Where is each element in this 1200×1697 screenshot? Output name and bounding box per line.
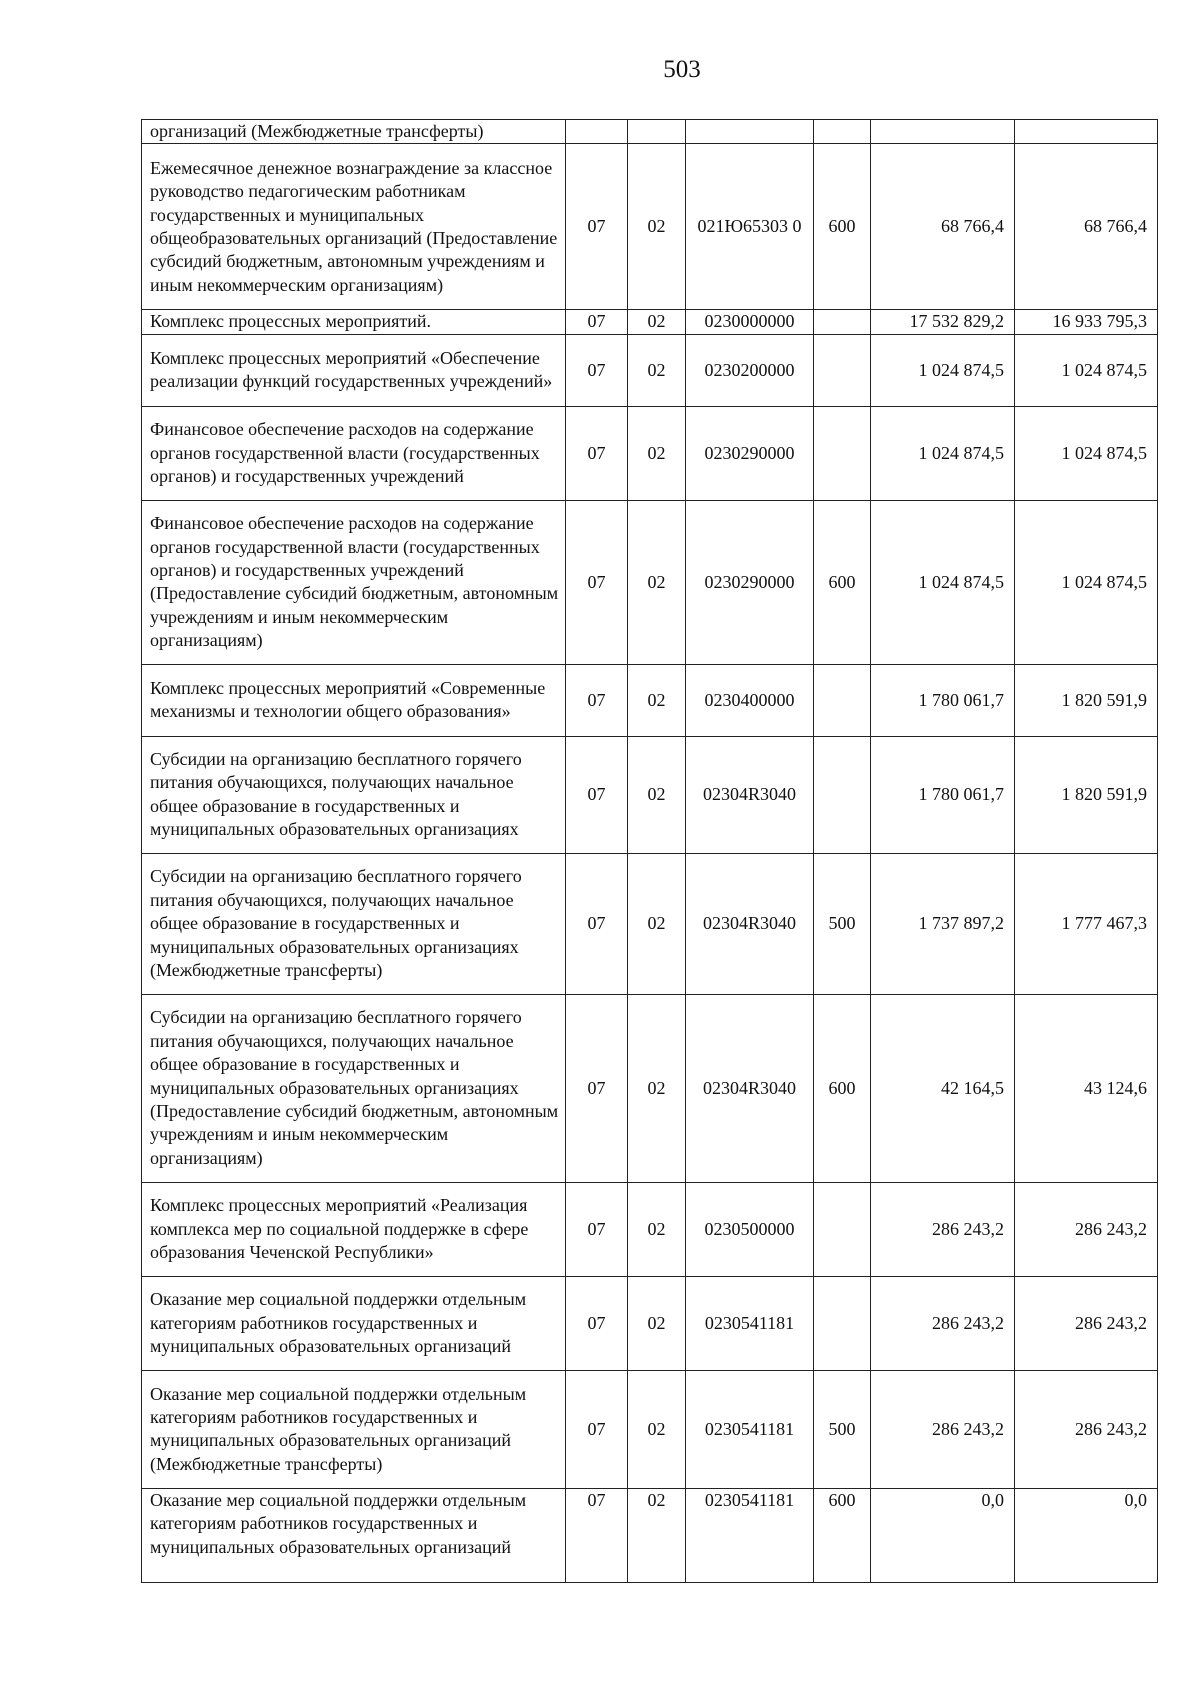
- row-name-cell: Комплекс процессных мероприятий.: [142, 310, 566, 334]
- section-code-cell: 07: [566, 144, 628, 310]
- amount-year1-cell: 17 532 829,2: [871, 310, 1015, 334]
- amount-year1-cell: 1 780 061,7: [871, 664, 1015, 736]
- budget-table-body: [142, 120, 1158, 1583]
- row-name-cell: Субсидии на организацию бесплатного горячего питания обучающихся, получающих начальное общее образование в государственных и муниципальных образовательных организациях (Межбюджетные трансферты): [142, 853, 566, 994]
- target-article-cell: 0230000000: [686, 310, 814, 334]
- amount-year2-cell: 68 766,4: [1015, 144, 1158, 310]
- table-row: [142, 1276, 1158, 1370]
- amount-year2-cell: 286 243,2: [1015, 1182, 1158, 1276]
- target-article-cell: 0230541181: [686, 1276, 814, 1370]
- budget-table: [141, 119, 1158, 1583]
- amount-year2-cell: 1 820 591,9: [1015, 664, 1158, 736]
- row-name-cell: Оказание мер социальной поддержки отдельным категориям работников государственных и муниципальных образовательных организаций: [142, 1488, 566, 1582]
- amount-year2-cell: 16 933 795,3: [1015, 310, 1158, 334]
- section-code-cell: 07: [566, 1276, 628, 1370]
- table-row: [142, 310, 1158, 334]
- section-code-cell: 07: [566, 664, 628, 736]
- subsection-code-cell: 02: [628, 1276, 686, 1370]
- amount-year2-cell: 286 243,2: [1015, 1370, 1158, 1488]
- table-row: [142, 994, 1158, 1182]
- subsection-code-cell: 02: [628, 736, 686, 853]
- expense-type-cell: [814, 120, 871, 144]
- amount-year2-cell: 286 243,2: [1015, 1276, 1158, 1370]
- target-article-cell: 021Ю65303 0: [686, 144, 814, 310]
- target-article-cell: 0230200000: [686, 334, 814, 406]
- table-row: [142, 334, 1158, 406]
- table-row: [142, 406, 1158, 500]
- subsection-code-cell: 02: [628, 406, 686, 500]
- table-row: [142, 120, 1158, 144]
- target-article-cell: [686, 120, 814, 144]
- amount-year1-cell: 68 766,4: [871, 144, 1015, 310]
- target-article-cell: 02304R3040: [686, 994, 814, 1182]
- table-row: [142, 1370, 1158, 1488]
- expense-type-cell: [814, 736, 871, 853]
- section-code-cell: 07: [566, 500, 628, 664]
- table-row: [142, 1488, 1158, 1582]
- expense-type-cell: 600: [814, 500, 871, 664]
- subsection-code-cell: [628, 120, 686, 144]
- amount-year1-cell: 1 024 874,5: [871, 406, 1015, 500]
- row-name-cell: Финансовое обеспечение расходов на содержание органов государственной власти (государственных органов) и государственных учреждений (Предоставление субсидий бюджетным, автономным учреждениям и иным некоммерческим организациям): [142, 500, 566, 664]
- expense-type-cell: [814, 310, 871, 334]
- subsection-code-cell: 02: [628, 1182, 686, 1276]
- table-row: [142, 144, 1158, 310]
- section-code-cell: [566, 120, 628, 144]
- subsection-code-cell: 02: [628, 500, 686, 664]
- amount-year1-cell: 286 243,2: [871, 1276, 1015, 1370]
- amount-year2-cell: 1 820 591,9: [1015, 736, 1158, 853]
- section-code-cell: 07: [566, 334, 628, 406]
- expense-type-cell: 600: [814, 1488, 871, 1582]
- subsection-code-cell: 02: [628, 310, 686, 334]
- section-code-cell: 07: [566, 1488, 628, 1582]
- amount-year2-cell: 43 124,6: [1015, 994, 1158, 1182]
- expense-type-cell: [814, 1276, 871, 1370]
- target-article-cell: 02304R3040: [686, 736, 814, 853]
- target-article-cell: 0230541181: [686, 1370, 814, 1488]
- amount-year1-cell: 1 024 874,5: [871, 500, 1015, 664]
- section-code-cell: 07: [566, 406, 628, 500]
- expense-type-cell: 600: [814, 144, 871, 310]
- amount-year2-cell: 1 024 874,5: [1015, 334, 1158, 406]
- amount-year1-cell: 1 780 061,7: [871, 736, 1015, 853]
- table-row: [142, 664, 1158, 736]
- amount-year2-cell: [1015, 120, 1158, 144]
- row-name-cell: Оказание мер социальной поддержки отдельным категориям работников государственных и муниципальных образовательных организаций (Межбюджетные трансферты): [142, 1370, 566, 1488]
- table-row: [142, 500, 1158, 664]
- table-row: [142, 736, 1158, 853]
- amount-year2-cell: 0,0: [1015, 1488, 1158, 1582]
- subsection-code-cell: 02: [628, 664, 686, 736]
- row-name-cell: Оказание мер социальной поддержки отдельным категориям работников государственных и муниципальных образовательных организаций: [142, 1276, 566, 1370]
- amount-year1-cell: 286 243,2: [871, 1370, 1015, 1488]
- expense-type-cell: [814, 334, 871, 406]
- row-name-cell: Комплекс процессных мероприятий «Обеспечение реализации функций государственных учреждений»: [142, 334, 566, 406]
- expense-type-cell: [814, 406, 871, 500]
- section-code-cell: 07: [566, 853, 628, 994]
- amount-year1-cell: [871, 120, 1015, 144]
- subsection-code-cell: 02: [628, 144, 686, 310]
- amount-year2-cell: 1 024 874,5: [1015, 500, 1158, 664]
- section-code-cell: 07: [566, 1370, 628, 1488]
- row-name-cell: Финансовое обеспечение расходов на содержание органов государственной власти (государственных органов) и государственных учреждений: [142, 406, 566, 500]
- section-code-cell: 07: [566, 994, 628, 1182]
- amount-year1-cell: 0,0: [871, 1488, 1015, 1582]
- expense-type-cell: 500: [814, 1370, 871, 1488]
- subsection-code-cell: 02: [628, 1370, 686, 1488]
- table-row: [142, 853, 1158, 994]
- row-name-cell: Субсидии на организацию бесплатного горячего питания обучающихся, получающих начальное общее образование в государственных и муниципальных образовательных организациях (Предоставление субсидий бюджетным, автономным учреждениям и иным некоммерческим организациям): [142, 994, 566, 1182]
- section-code-cell: 07: [566, 736, 628, 853]
- amount-year2-cell: 1 024 874,5: [1015, 406, 1158, 500]
- row-name-cell: Комплекс процессных мероприятий «Реализация комплекса мер по социальной поддержке в сфере образования Чеченской Республики»: [142, 1182, 566, 1276]
- row-name-cell: Субсидии на организацию бесплатного горячего питания обучающихся, получающих начальное общее образование в государственных и муниципальных образовательных организациях: [142, 736, 566, 853]
- subsection-code-cell: 02: [628, 853, 686, 994]
- target-article-cell: 0230541181: [686, 1488, 814, 1582]
- row-name-cell: Комплекс процессных мероприятий «Современные механизмы и технологии общего образования»: [142, 664, 566, 736]
- subsection-code-cell: 02: [628, 1488, 686, 1582]
- target-article-cell: 0230400000: [686, 664, 814, 736]
- subsection-code-cell: 02: [628, 994, 686, 1182]
- subsection-code-cell: 02: [628, 334, 686, 406]
- section-code-cell: 07: [566, 310, 628, 334]
- expense-type-cell: [814, 1182, 871, 1276]
- row-name-cell: организаций (Межбюджетные трансферты): [142, 120, 566, 144]
- page-number: 503: [663, 56, 701, 83]
- amount-year1-cell: 42 164,5: [871, 994, 1015, 1182]
- target-article-cell: 0230290000: [686, 500, 814, 664]
- amount-year2-cell: 1 777 467,3: [1015, 853, 1158, 994]
- target-article-cell: 02304R3040: [686, 853, 814, 994]
- row-name-cell: Ежемесячное денежное вознаграждение за классное руководство педагогическим работникам государственных и муниципальных общеобразовательных организаций (Предоставление субсидий бюджетным, автономным учреждениям и иным некоммерческим организациям): [142, 144, 566, 310]
- section-code-cell: 07: [566, 1182, 628, 1276]
- amount-year1-cell: 1 737 897,2: [871, 853, 1015, 994]
- amount-year1-cell: 1 024 874,5: [871, 334, 1015, 406]
- table-row: [142, 1182, 1158, 1276]
- target-article-cell: 0230500000: [686, 1182, 814, 1276]
- amount-year1-cell: 286 243,2: [871, 1182, 1015, 1276]
- expense-type-cell: [814, 664, 871, 736]
- target-article-cell: 0230290000: [686, 406, 814, 500]
- expense-type-cell: 500: [814, 853, 871, 994]
- expense-type-cell: 600: [814, 994, 871, 1182]
